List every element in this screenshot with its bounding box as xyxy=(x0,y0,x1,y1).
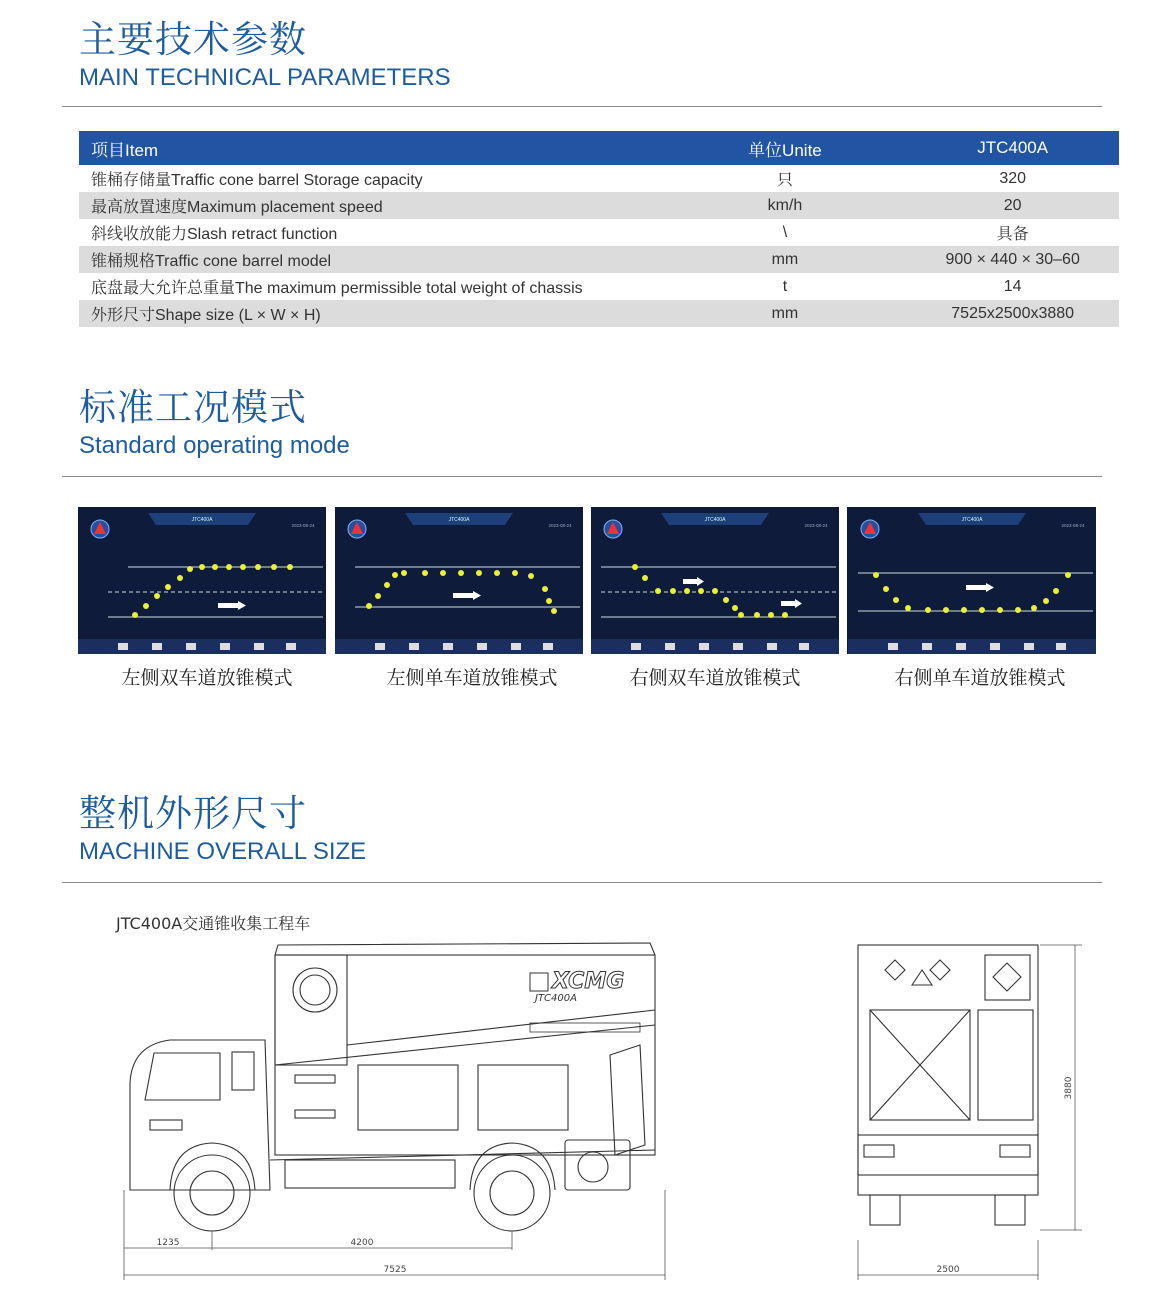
param-value: 14 xyxy=(1003,277,1022,295)
screen-title: JTC400A xyxy=(704,517,726,523)
param-value: 320 xyxy=(999,169,1027,187)
table-row xyxy=(79,165,1119,192)
mode-screen-left-single xyxy=(335,507,583,654)
table-row xyxy=(79,219,1119,246)
dim-overall-length: 7525 xyxy=(383,1265,407,1275)
params-title-en: MAIN TECHNICAL PARAMETERS xyxy=(79,64,451,91)
wrench-icon xyxy=(578,1152,608,1182)
dim-height: 3880 xyxy=(1064,1076,1074,1100)
param-name: 最高放置速度Maximum placement speed xyxy=(79,192,663,219)
table-row xyxy=(79,246,1119,273)
model-label: JTC400A xyxy=(535,993,577,1004)
table-row xyxy=(79,273,1119,300)
param-name: 外形尺寸Shape size (L × W × H) xyxy=(79,300,663,327)
param-unit: km/h xyxy=(663,192,906,219)
param-name: 斜线收放能力Slash retract function xyxy=(91,226,338,243)
rear-wheel-left xyxy=(870,1195,900,1225)
table-row xyxy=(79,192,1119,219)
param-value: 900 × 440 × 30–60 xyxy=(906,246,1119,273)
cab-window xyxy=(145,1053,220,1100)
param-name: 锥桶存储量Traffic cone barrel Storage capacity xyxy=(91,172,423,189)
param-name: 锥桶规格Traffic cone barrel model xyxy=(79,246,663,273)
param-value: 20 xyxy=(906,192,1119,219)
param-value: 具备 xyxy=(996,226,1029,243)
param-unit: t xyxy=(782,277,788,295)
mode-caption: 右侧双车道放锥模式 xyxy=(629,667,801,689)
mode-caption: 左侧单车道放锥模式 xyxy=(386,667,558,689)
modes-title-en: Standard operating mode xyxy=(79,432,350,459)
divider xyxy=(62,882,1102,883)
screen-date: 2023-08-24 xyxy=(1061,523,1085,528)
screen-title: JTC400A xyxy=(961,517,983,523)
truck-rear-drawing xyxy=(850,940,1090,1285)
mode-screen-right-double xyxy=(591,507,839,654)
param-value: 7525x2500x3880 xyxy=(906,300,1119,327)
parameters-table xyxy=(79,131,1119,327)
screen-date: 2023-08-24 xyxy=(548,523,572,528)
dim-front-overhang: 1235 xyxy=(156,1238,180,1248)
header-item: 项目Item xyxy=(79,131,663,165)
mode-caption: 左侧双车道放锥模式 xyxy=(121,667,293,689)
front-wheel xyxy=(174,1155,250,1231)
divider xyxy=(62,476,1102,477)
mode-screen-right-single xyxy=(847,507,1095,654)
warning-triangle-icon xyxy=(912,970,932,985)
cab-outline xyxy=(130,1040,270,1190)
mode-screen-left-double xyxy=(78,507,326,654)
rear-wheel xyxy=(474,1155,550,1231)
param-unit: mm xyxy=(663,300,906,327)
size-title-en: MACHINE OVERALL SIZE xyxy=(79,838,367,865)
screen-date: 2023-08-24 xyxy=(291,523,315,528)
truck-side-drawing xyxy=(110,935,680,1285)
mode-caption: 右侧单车道放锥模式 xyxy=(894,667,1066,689)
brand-logo: XCMG xyxy=(552,969,625,994)
param-unit: mm xyxy=(663,246,906,273)
param-name: 底盘最大允许总重量The maximum permissible total weight of chassis xyxy=(91,280,583,297)
brand-emblem-icon xyxy=(993,963,1021,991)
header-model: JTC400A xyxy=(906,131,1119,165)
modes-title-cn: 标准工况模式 xyxy=(79,386,307,429)
rear-wheel-right xyxy=(995,1195,1025,1225)
screen-title: JTC400A xyxy=(191,517,213,523)
dim-width: 2500 xyxy=(936,1265,960,1275)
screen-date: 2023-08-24 xyxy=(804,523,828,528)
param-unit: \ xyxy=(782,223,788,241)
dim-wheelbase: 4200 xyxy=(350,1238,374,1248)
size-title-cn: 整机外形尺寸 xyxy=(79,792,307,835)
divider xyxy=(62,106,1102,107)
param-unit: 只 xyxy=(776,172,793,189)
params-title-cn: 主要技术参数 xyxy=(79,18,307,61)
cab-door-window xyxy=(232,1052,254,1090)
table-header-row xyxy=(79,131,1119,165)
header-unit: 单位Unite xyxy=(663,131,906,165)
screen-title: JTC400A xyxy=(448,517,470,523)
cone-sign-icon xyxy=(885,960,905,980)
table-row xyxy=(79,300,1119,327)
drawing-title: JTC400A交通锥收集工程车 xyxy=(116,914,311,933)
